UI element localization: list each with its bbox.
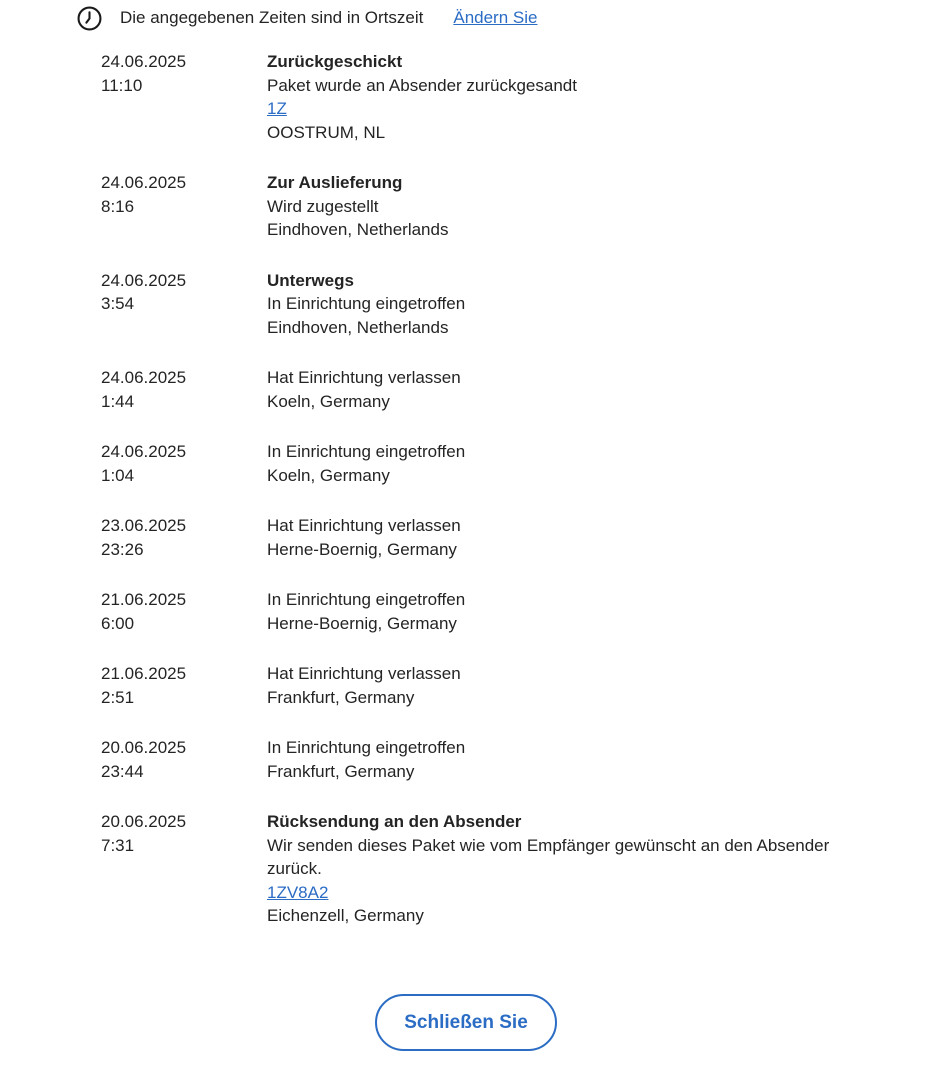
event-date: 24.06.2025 (101, 442, 187, 461)
tracking-event (101, 171, 861, 242)
event-detail (267, 588, 861, 635)
event-detail (267, 810, 861, 928)
event-date: 24.06.2025 (101, 173, 187, 192)
event-date: 21.06.2025 (101, 664, 187, 683)
event-status: Rücksendung an den Absender (267, 812, 522, 831)
event-time: 1:04 (101, 465, 135, 485)
event-date: 23.06.2025 (101, 516, 187, 535)
event-time: 6:00 (101, 613, 135, 633)
event-datetime (101, 514, 267, 561)
event-datetime (101, 269, 267, 340)
event-time: 3:54 (101, 294, 135, 313)
event-time: 11:10 (101, 75, 143, 95)
tracking-number-link[interactable]: 1ZV8A2 (267, 882, 329, 902)
event-location: Frankfurt, Germany (267, 761, 415, 781)
event-datetime (101, 171, 267, 242)
event-detail (267, 269, 861, 340)
event-location: Koeln, Germany (267, 391, 390, 411)
event-datetime (101, 588, 267, 635)
event-date: 24.06.2025 (101, 368, 187, 387)
tracking-event (101, 514, 861, 561)
event-detail (267, 736, 861, 783)
tracking-number-link[interactable]: 1Z (267, 99, 287, 118)
clock-icon (77, 6, 102, 31)
timezone-bar (77, 5, 537, 31)
tracking-event (101, 810, 861, 928)
event-description: In Einrichtung eingetroffen (267, 294, 466, 313)
event-description: Hat Einrichtung verlassen (267, 664, 461, 683)
event-location: Eindhoven, Netherlands (267, 317, 449, 337)
tracking-event (101, 736, 861, 783)
event-datetime (101, 810, 267, 928)
tracking-event (101, 588, 861, 635)
event-time: 1:44 (101, 391, 135, 411)
event-date: 21.06.2025 (101, 590, 187, 609)
event-time: 23:44 (101, 761, 144, 781)
event-detail (267, 171, 861, 242)
event-datetime (101, 50, 267, 144)
event-description: In Einrichtung eingetroffen (267, 590, 466, 609)
close-button[interactable]: Schließen Sie (375, 994, 557, 1051)
event-status: Unterwegs (267, 270, 354, 290)
event-datetime (101, 366, 267, 413)
event-location: Eichenzell, Germany (267, 906, 424, 925)
event-datetime (101, 440, 267, 487)
event-description: Wird zugestellt (267, 196, 379, 216)
event-status: Zurückgeschickt (267, 52, 403, 71)
timezone-note: Die angegebenen Zeiten sind in Ortszeit (120, 8, 424, 27)
event-detail (267, 514, 861, 561)
event-datetime (101, 662, 267, 709)
event-description: In Einrichtung eingetroffen (267, 442, 466, 461)
event-detail (267, 50, 861, 144)
event-description: Hat Einrichtung verlassen (267, 516, 461, 535)
tracking-event (101, 50, 861, 144)
event-location: Koeln, Germany (267, 465, 390, 485)
event-detail (267, 662, 861, 709)
event-location: Frankfurt, Germany (267, 687, 415, 707)
event-date: 20.06.2025 (101, 738, 187, 757)
tracking-history-list (101, 50, 861, 955)
event-date: 24.06.2025 (101, 52, 187, 71)
event-time: 8:16 (101, 196, 135, 216)
event-date: 20.06.2025 (101, 812, 187, 831)
event-location: Herne-Boernig, Germany (267, 539, 457, 559)
event-detail (267, 366, 861, 413)
tracking-event (101, 662, 861, 709)
event-location: Herne-Boernig, Germany (267, 613, 457, 633)
event-time: 2:51 (101, 687, 135, 707)
event-datetime (101, 736, 267, 783)
event-description: In Einrichtung eingetroffen (267, 738, 466, 757)
tracking-event (101, 269, 861, 340)
tracking-event (101, 366, 861, 413)
event-date: 24.06.2025 (101, 270, 187, 290)
event-time: 7:31 (101, 835, 135, 855)
event-location: OOSTRUM, NL (267, 122, 386, 142)
change-timezone-link[interactable]: Ändern Sie (453, 8, 538, 27)
event-status: Zur Auslieferung (267, 173, 403, 192)
tracking-event (101, 440, 861, 487)
event-description: Hat Einrichtung verlassen (267, 368, 461, 387)
event-description: Wir senden dieses Paket wie vom Empfänger gewünscht an den Absender zurück. (267, 835, 830, 878)
event-detail (267, 440, 861, 487)
event-location: Eindhoven, Netherlands (267, 220, 449, 239)
event-time: 23:26 (101, 539, 144, 559)
event-description: Paket wurde an Absender zurückgesandt (267, 75, 577, 95)
